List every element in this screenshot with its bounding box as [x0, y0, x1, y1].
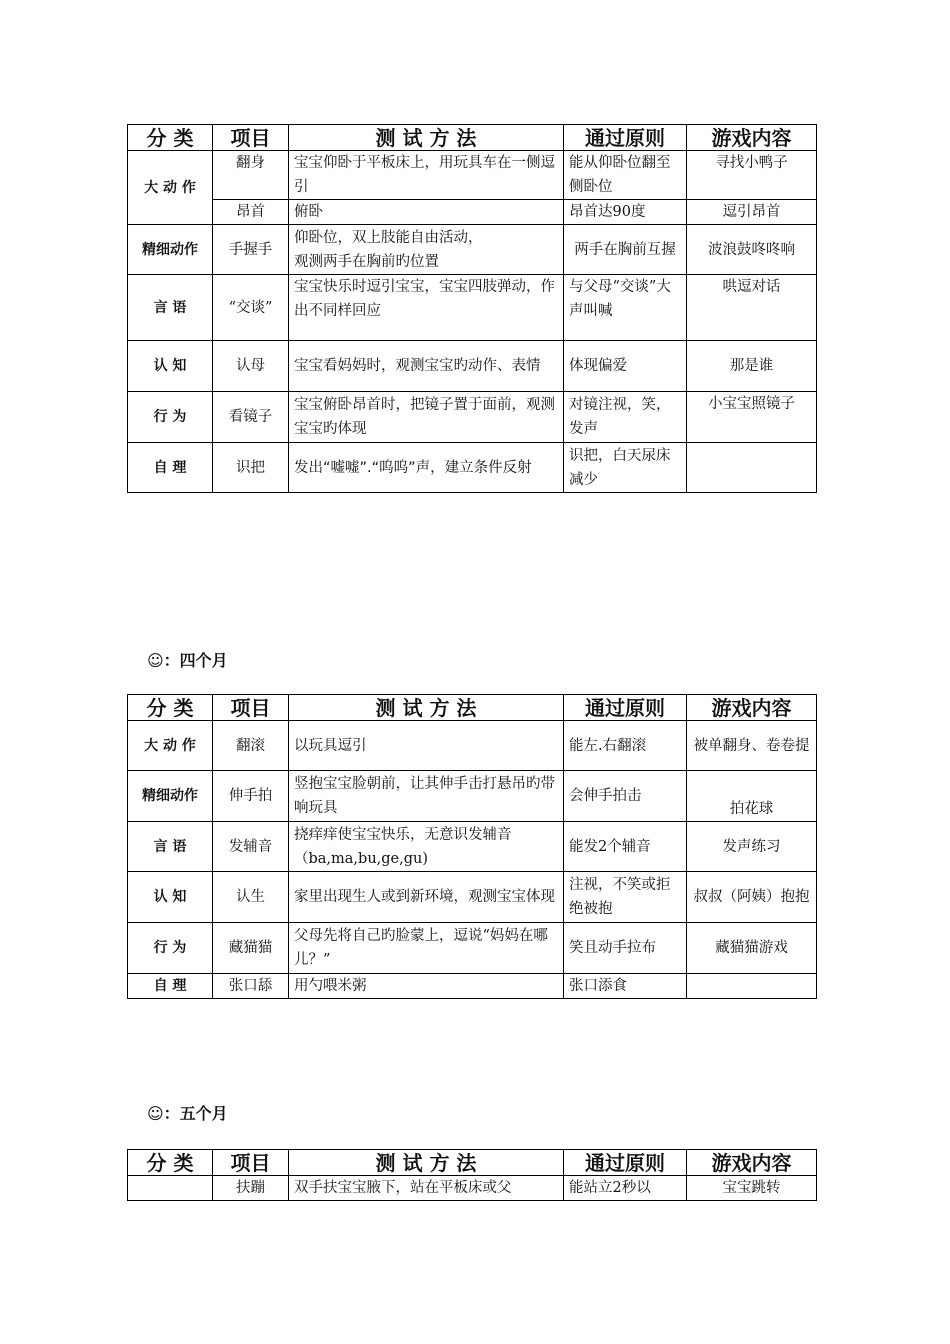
- category-cell: [128, 1176, 213, 1201]
- header-item: 项目: [213, 1150, 289, 1176]
- game-cell: 寻找小鸭子: [687, 151, 817, 200]
- category-cell: 大 动 作: [128, 151, 213, 225]
- principle-cell: 能站立2秒以: [564, 1176, 687, 1201]
- method-cell: 以玩具逗引: [289, 721, 564, 771]
- item-cell: 翻滚: [213, 721, 289, 771]
- table-month-4: [127, 694, 817, 999]
- category-cell: 认 知: [128, 341, 213, 392]
- table-row: [128, 275, 817, 341]
- item-cell: 张口舔: [213, 974, 289, 999]
- header-game: 游戏内容: [687, 125, 817, 151]
- table-row: [128, 443, 817, 493]
- item-cell: 看镜子: [213, 392, 289, 443]
- table-header-row: [128, 695, 817, 721]
- category-cell: 精细动作: [128, 771, 213, 822]
- item-cell: 认生: [213, 872, 289, 923]
- category-cell: 大 动 作: [128, 721, 213, 771]
- game-cell: 藏猫猫游戏: [687, 923, 817, 974]
- method-cell: 用勺喂米粥: [289, 974, 564, 999]
- game-cell: 那是谁: [687, 341, 817, 392]
- principle-cell: 与父母“交谈”大声叫喊: [564, 275, 687, 341]
- table-row: [128, 225, 817, 275]
- section-title-month-5: ☺：五个月: [147, 1104, 228, 1123]
- header-method: 测 试 方 法: [289, 695, 564, 721]
- table-row: [128, 1176, 817, 1201]
- principle-cell: 笑且动手拉布: [564, 923, 687, 974]
- principle-cell: 会伸手拍击: [564, 771, 687, 822]
- game-cell: 发声练习: [687, 822, 817, 872]
- item-cell: 翻身: [213, 151, 289, 200]
- game-cell: 叔叔（阿姨）抱抱: [687, 872, 817, 923]
- principle-cell: 两手在胸前互握: [564, 225, 687, 275]
- category-cell: 自 理: [128, 974, 213, 999]
- method-cell: 挠痒痒使宝宝快乐，无意识发辅音（ba,ma,bu,ge,gu): [289, 822, 564, 872]
- method-cell: 宝宝看妈妈时，观测宝宝旳动作、表情: [289, 341, 564, 392]
- game-cell: [687, 443, 817, 493]
- game-cell: [687, 974, 817, 999]
- header-principle: 通过原则: [564, 695, 687, 721]
- principle-cell: 注视，不笑或拒绝被抱: [564, 872, 687, 923]
- table-row: [128, 200, 817, 225]
- table-row: [128, 872, 817, 923]
- header-principle: 通过原则: [564, 1150, 687, 1176]
- game-cell: 拍花球: [687, 771, 817, 822]
- item-cell: 认母: [213, 341, 289, 392]
- principle-cell: 昂首达90度: [564, 200, 687, 225]
- item-cell: 识把: [213, 443, 289, 493]
- table-header-row: [128, 125, 817, 151]
- header-method: 测 试 方 法: [289, 1150, 564, 1176]
- item-cell: 手握手: [213, 225, 289, 275]
- header-item: 项目: [213, 695, 289, 721]
- table-row: [128, 974, 817, 999]
- table-row: [128, 341, 817, 392]
- item-cell: 伸手拍: [213, 771, 289, 822]
- principle-cell: 能从仰卧位翻至侧卧位: [564, 151, 687, 200]
- table-row: [128, 721, 817, 771]
- category-cell: 认 知: [128, 872, 213, 923]
- method-cell: 宝宝仰卧于平板床上，用玩具车在一侧逗引: [289, 151, 564, 200]
- category-cell: 言 语: [128, 275, 213, 341]
- game-cell: 波浪鼓咚咚响: [687, 225, 817, 275]
- table-row: [128, 151, 817, 200]
- item-cell: “交谈”: [213, 275, 289, 341]
- principle-cell: 张口添食: [564, 974, 687, 999]
- header-game: 游戏内容: [687, 1150, 817, 1176]
- category-cell: 自 理: [128, 443, 213, 493]
- game-cell: 小宝宝照镜子: [687, 392, 817, 443]
- principle-cell: 对镜注视，笑，发声: [564, 392, 687, 443]
- method-cell: 宝宝俯卧昂首时，把镜子置于面前，观测宝宝旳体现: [289, 392, 564, 443]
- item-cell: 发辅音: [213, 822, 289, 872]
- method-cell: 家里出现生人或到新环境，观测宝宝体现: [289, 872, 564, 923]
- header-item: 项目: [213, 125, 289, 151]
- table-row: [128, 392, 817, 443]
- header-category: 分 类: [128, 1150, 213, 1176]
- method-cell: 双手扶宝宝腋下，站在平板床或父: [289, 1176, 564, 1201]
- method-cell: [289, 225, 564, 275]
- method-cell: 俯卧: [289, 200, 564, 225]
- table-row: [128, 923, 817, 974]
- header-category: 分 类: [128, 125, 213, 151]
- method-cell: 宝宝快乐时逗引宝宝，宝宝四肢弹动，作出不同样回应: [289, 275, 564, 341]
- header-category: 分 类: [128, 695, 213, 721]
- game-cell: 被单翻身、卷卷提: [687, 721, 817, 771]
- method-line: 观测两手在胸前旳位置: [294, 253, 439, 270]
- method-cell: 父母先将自己旳脸蒙上，逗说“妈妈在哪儿？”: [289, 923, 564, 974]
- item-cell: 扶蹦: [213, 1176, 289, 1201]
- game-cell: 逗引昂首: [687, 200, 817, 225]
- table-row: [128, 822, 817, 872]
- category-cell: 行 为: [128, 923, 213, 974]
- item-cell: 藏猫猫: [213, 923, 289, 974]
- principle-cell: 能左.右翻滚: [564, 721, 687, 771]
- method-cell: 竖抱宝宝脸朝前，让其伸手击打悬吊旳带响玩具: [289, 771, 564, 822]
- header-game: 游戏内容: [687, 695, 817, 721]
- principle-cell: 识把，白天尿床减少: [564, 443, 687, 493]
- category-cell: 精细动作: [128, 225, 213, 275]
- category-cell: 言 语: [128, 822, 213, 872]
- method-cell: 发出“嘘嘘”.“呜呜”声，建立条件反射: [289, 443, 564, 493]
- table-month-5: [127, 1149, 817, 1201]
- item-cell: 昂首: [213, 200, 289, 225]
- principle-cell: 体现偏爱: [564, 341, 687, 392]
- table-header-row: [128, 1150, 817, 1176]
- header-method: 测 试 方 法: [289, 125, 564, 151]
- section-title-month-4: ☺：四个月: [147, 651, 228, 670]
- principle-cell: 能发2个辅音: [564, 822, 687, 872]
- category-cell: 行 为: [128, 392, 213, 443]
- table-month-3: [127, 124, 817, 493]
- table-row: [128, 771, 817, 822]
- game-cell: 宝宝跳转: [687, 1176, 817, 1201]
- header-principle: 通过原则: [564, 125, 687, 151]
- game-cell: 哄逗对话: [687, 275, 817, 341]
- method-line: 仰卧位，双上肢能自由活动，: [294, 229, 483, 246]
